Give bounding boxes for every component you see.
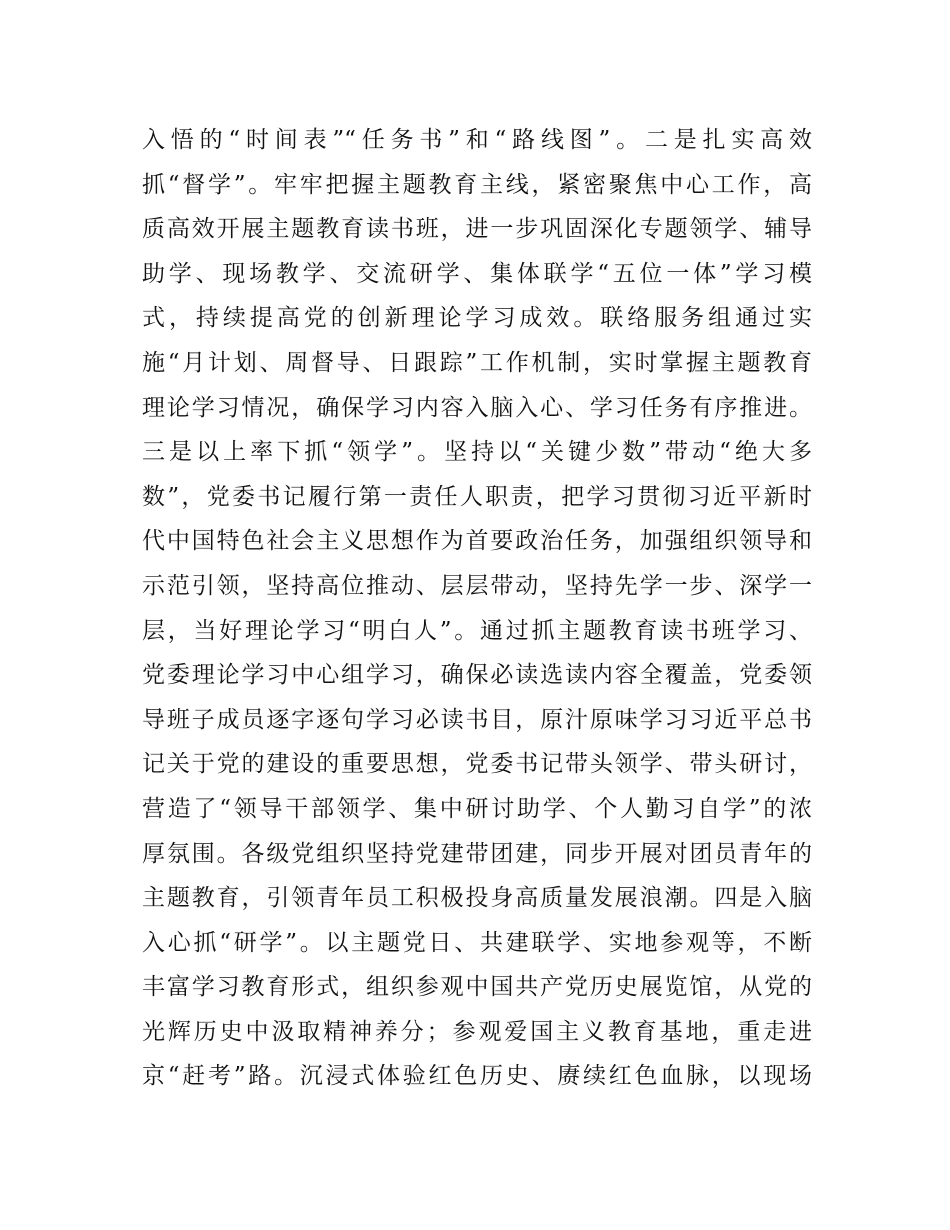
text-line-4: 助学、现场教学、交流研学、集体联学“五位一体”学习模 [142,260,812,287]
text-line-13: 党委理论学习中心组学习，确保必读选读内容全覆盖，党委领 [142,662,812,689]
text-line-18: 主题教育，引领青年员工积极投身高质量发展浪潮。四是入脑 [142,885,812,912]
text-line-3: 质高效开展主题教育读书班，进一步巩固深化专题领学、辅导 [142,216,812,243]
text-line-16: 营造了“领导干部领学、集中研讨助学、个人勤习自学”的浓 [142,795,812,822]
text-line-19: 入心抓“研学”。以主题党日、共建联学、实地参观等，不断 [142,929,812,956]
text-line-2: 抓“督学”。牢牢把握主题教育主线，紧密聚焦中心工作，高 [142,171,812,198]
text-line-14: 导班子成员逐字逐句学习必读书目，原汁原味学习习近平总书 [142,706,812,733]
text-line-22: 京“赶考”路。沉浸式体验红色历史、赓续红色血脉，以现场 [142,1063,812,1090]
body-text [142,118,812,1099]
text-line-6: 施“月计划、周督导、日跟踪”工作机制，实时掌握主题教育 [142,349,812,376]
text-line-12: 层，当好理论学习“明白人”。通过抓主题教育读书班学习、 [142,617,812,644]
text-line-1: 入悟的“时间表”“任务书”和“路线图”。二是扎实高效 [142,127,812,153]
text-line-20: 丰富学习教育形式，组织参观中国共产党历史展览馆，从党的 [142,974,812,1001]
text-line-17: 厚氛围。各级党组织坚持党建带团建，同步开展对团员青年的 [142,840,812,867]
text-line-15: 记关于党的建设的重要思想，党委书记带头领学、带头研讨， [142,751,812,778]
text-line-9: 数”，党委书记履行第一责任人职责，把学习贯彻习近平新时 [142,483,812,510]
text-line-11: 示范引领，坚持高位推动、层层带动，坚持先学一步、深学一 [142,572,812,599]
text-line-8: 三是以上率下抓“领学”。坚持以“关键少数”带动“绝大多 [142,439,812,466]
text-line-10: 代中国特色社会主义思想作为首要政治任务，加强组织领导和 [142,528,812,555]
text-line-7: 理论学习情况，确保学习内容入脑入心、学习任务有序推进。 [142,394,812,421]
text-line-21: 光辉历史中汲取精神养分；参观爱国主义教育基地，重走进 [142,1018,812,1045]
text-line-5: 式，持续提高党的创新理论学习成效。联络服务组通过实 [142,305,812,332]
